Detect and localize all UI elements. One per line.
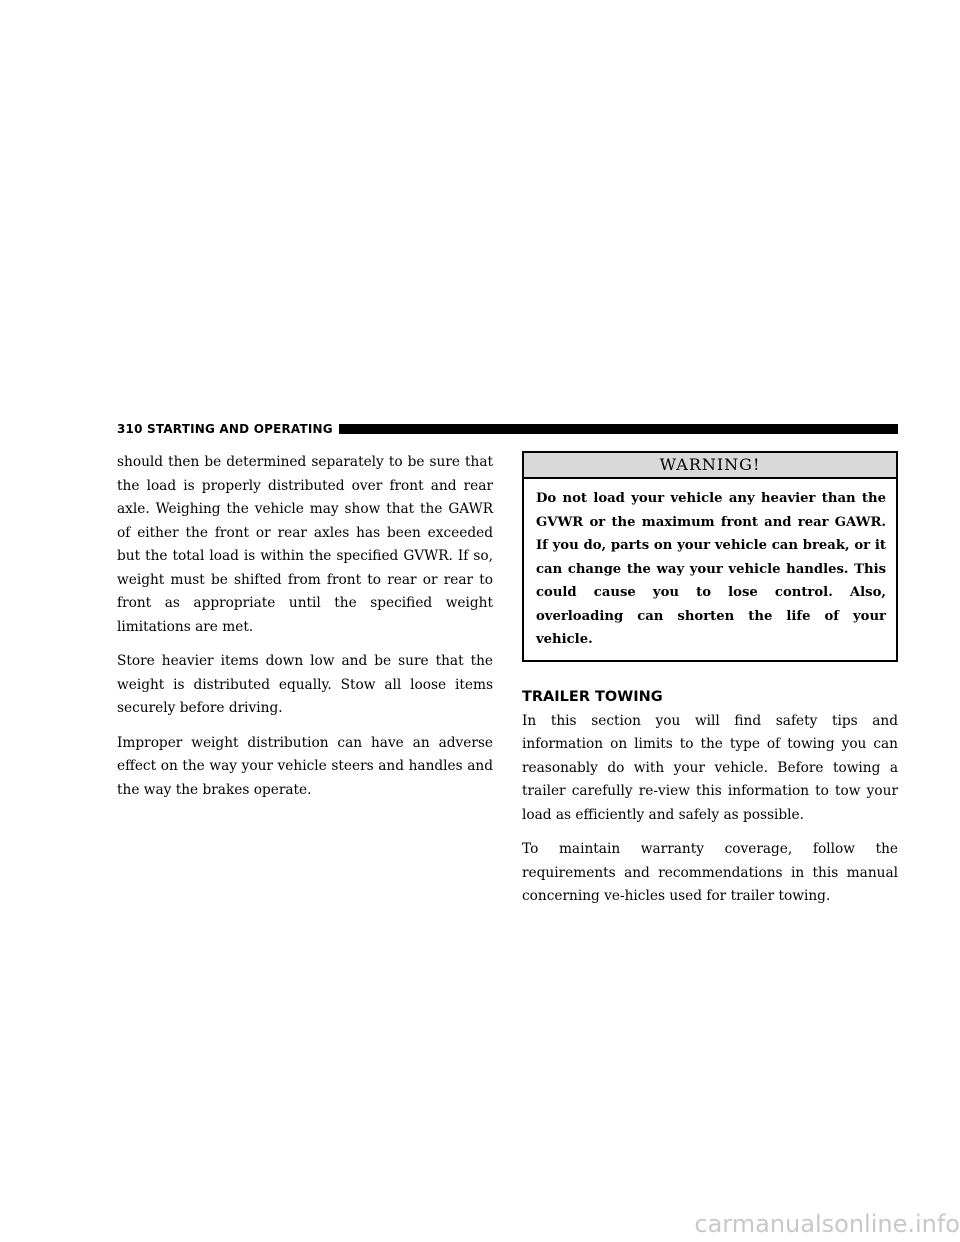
warning-text: Do not load your vehicle any heavier than the GVWR or the maximum front and rear GAWR. If you do, parts on your vehicle can break, or it can change the way your vehicle handles. This could cause you to lose control. Also, overloading can shorten the life of your vehicle. <box>536 491 886 647</box>
warning-box <box>522 451 898 662</box>
watermark: carmanualsonline.info <box>694 1210 960 1238</box>
header-rule <box>339 424 898 434</box>
left-column <box>117 451 493 813</box>
paragraph: In this section you will find safety tips and information on limits to the type of towing you can reasonably do with your vehicle. Before towing a trailer carefully re-view this information to tow your load as efficiently and safely as possible. <box>522 712 898 823</box>
right-column <box>522 451 898 920</box>
paragraph: To maintain warranty coverage, follow the requirements and recommendations in this manual concerning ve-hicles used for trailer towing. <box>522 841 898 904</box>
warning-title: WARNING! <box>524 453 896 479</box>
paragraph: Improper weight distribution can have an adverse effect on the way your vehicle steers and handles and the way the brakes operate. <box>117 734 493 798</box>
paragraph: should then be determined separately to be sure that the load is properly distributed over front and rear axle. Weighing the vehicle may show that the GAWR of either the front or rear axles has been exceeded but the total load is within the specified GVWR. If so, weight must be shifted from front to rear or rear to front as appropriate until the specified weight limitations are met. <box>117 454 493 635</box>
page-header <box>117 420 898 438</box>
section-heading: TRAILER TOWING <box>522 688 663 705</box>
page-number-section-title: 310 STARTING AND OPERATING <box>117 422 333 436</box>
paragraph: Store heavier items down low and be sure that the weight is distributed equally. Stow all loose items securely before driving. <box>117 653 493 716</box>
